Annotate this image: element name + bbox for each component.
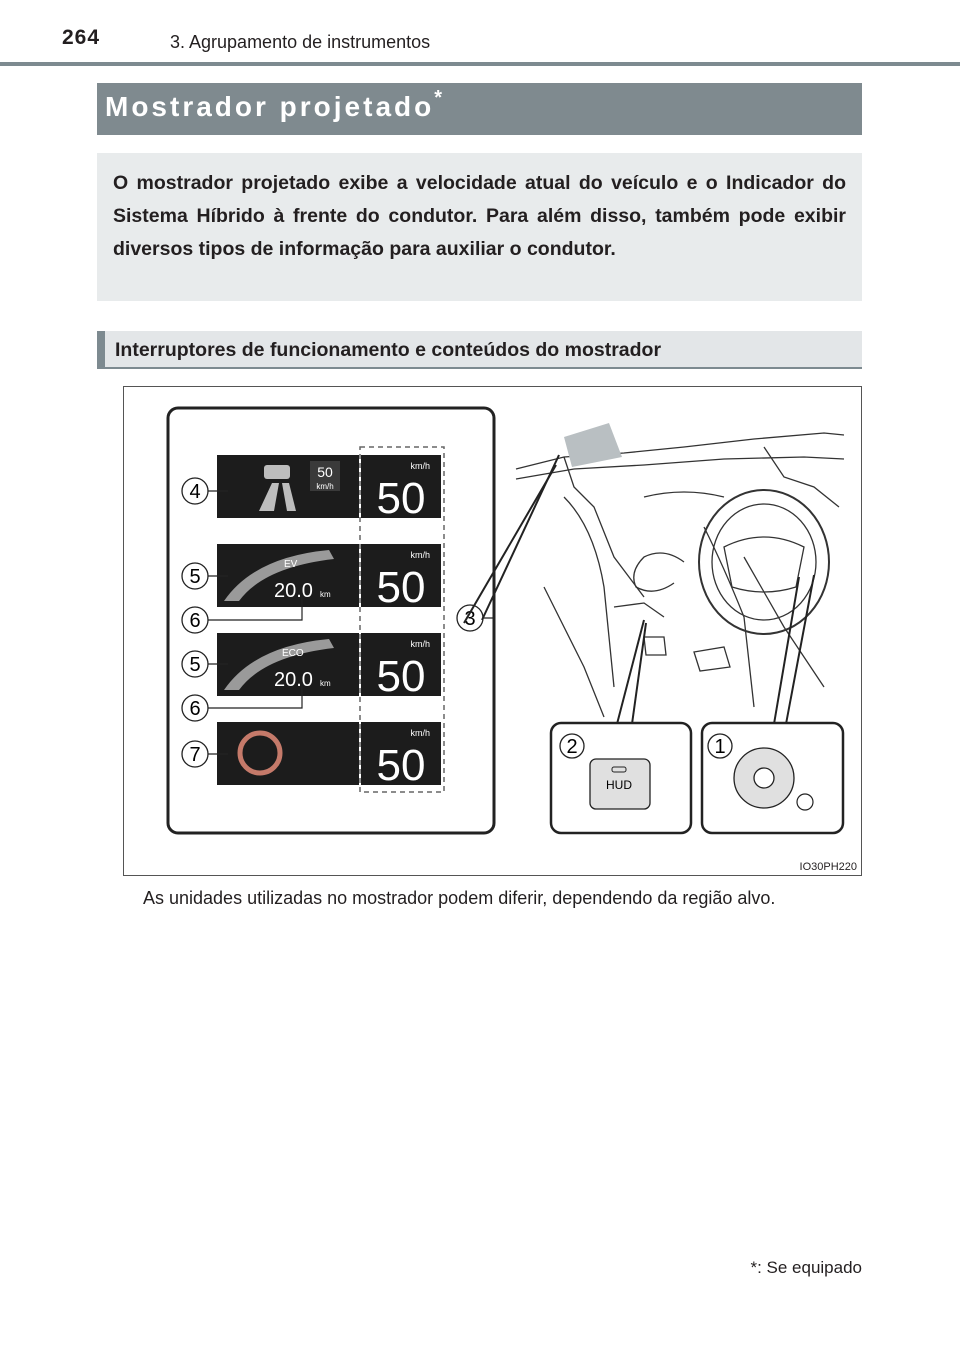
caption: As unidades utilizadas no mostrador podem diferir, dependendo da região alvo. [143,888,776,908]
speed-unit-4: km/h [410,728,430,738]
subsection-banner [97,331,862,369]
header-rule [0,62,960,66]
figure-code: IO30PH220 [799,861,857,873]
callout-7: 7 [189,744,201,766]
hud-label: HUD [606,778,632,792]
speed-value-4: 50 [376,741,426,790]
callout-4: 4 [189,481,201,503]
eco-label: ECO [282,648,304,659]
back-switch-icon [797,794,813,810]
speed-unit-3: km/h [410,639,430,649]
steering-wheel [699,490,829,634]
chapter-title: 3. Agrupamento de instrumentos [170,32,431,52]
section-title [105,87,443,123]
speed-unit-2: km/h [410,550,430,560]
lead-vehicle-icon [264,465,290,479]
set-speed-value: 50 [317,464,333,480]
speed-value-2: 50 [376,563,426,612]
subsection-bar [97,331,105,367]
intro-box [97,153,862,301]
distance-value-2: 20.0 [274,669,313,691]
callout-5b: 5 [189,654,201,676]
distance-value-1: 20.0 [274,580,313,602]
callout-2: 2 [566,736,578,758]
subsection-title: Interruptores de funcionamento e conteúdos do mostrador [115,339,662,361]
callout-6b: 6 [189,698,201,720]
callout-6a: 6 [189,610,201,632]
callout-1: 1 [714,736,726,758]
page-header [0,0,960,70]
footnote-text: : Se equipado [757,1258,862,1277]
page-number: 264 [62,26,101,49]
steering-switch-center [754,768,774,788]
distance-unit-1: km [320,590,331,599]
section-banner [97,83,862,135]
equipped-asterisk: * [434,87,443,109]
section-title-text: Mostrador projetado [105,91,435,122]
steering-hub [724,537,804,592]
intro-text: O mostrador projetado exibe a velocidade atual do veículo e o Indicador do Sistema Híbrido à frente do condutor. Para além disso, também pode exibir diversos tipos de informação para auxiliar o condutor. [113,172,846,260]
hud-figure [123,386,862,876]
ev-label: EV [284,559,298,570]
hud-projection-area [564,423,622,467]
set-speed-unit: km/h [316,482,334,491]
callout-5a: 5 [189,566,201,588]
callout-3: 3 [464,608,476,630]
speed-value-3: 50 [376,652,426,701]
speed-unit-1: km/h [410,461,430,471]
footnote [750,1258,862,1278]
distance-unit-2: km [320,679,331,688]
speed-value-1: 50 [376,474,426,523]
hud-illustration [124,387,863,877]
footnote-asterisk: * [750,1258,758,1277]
